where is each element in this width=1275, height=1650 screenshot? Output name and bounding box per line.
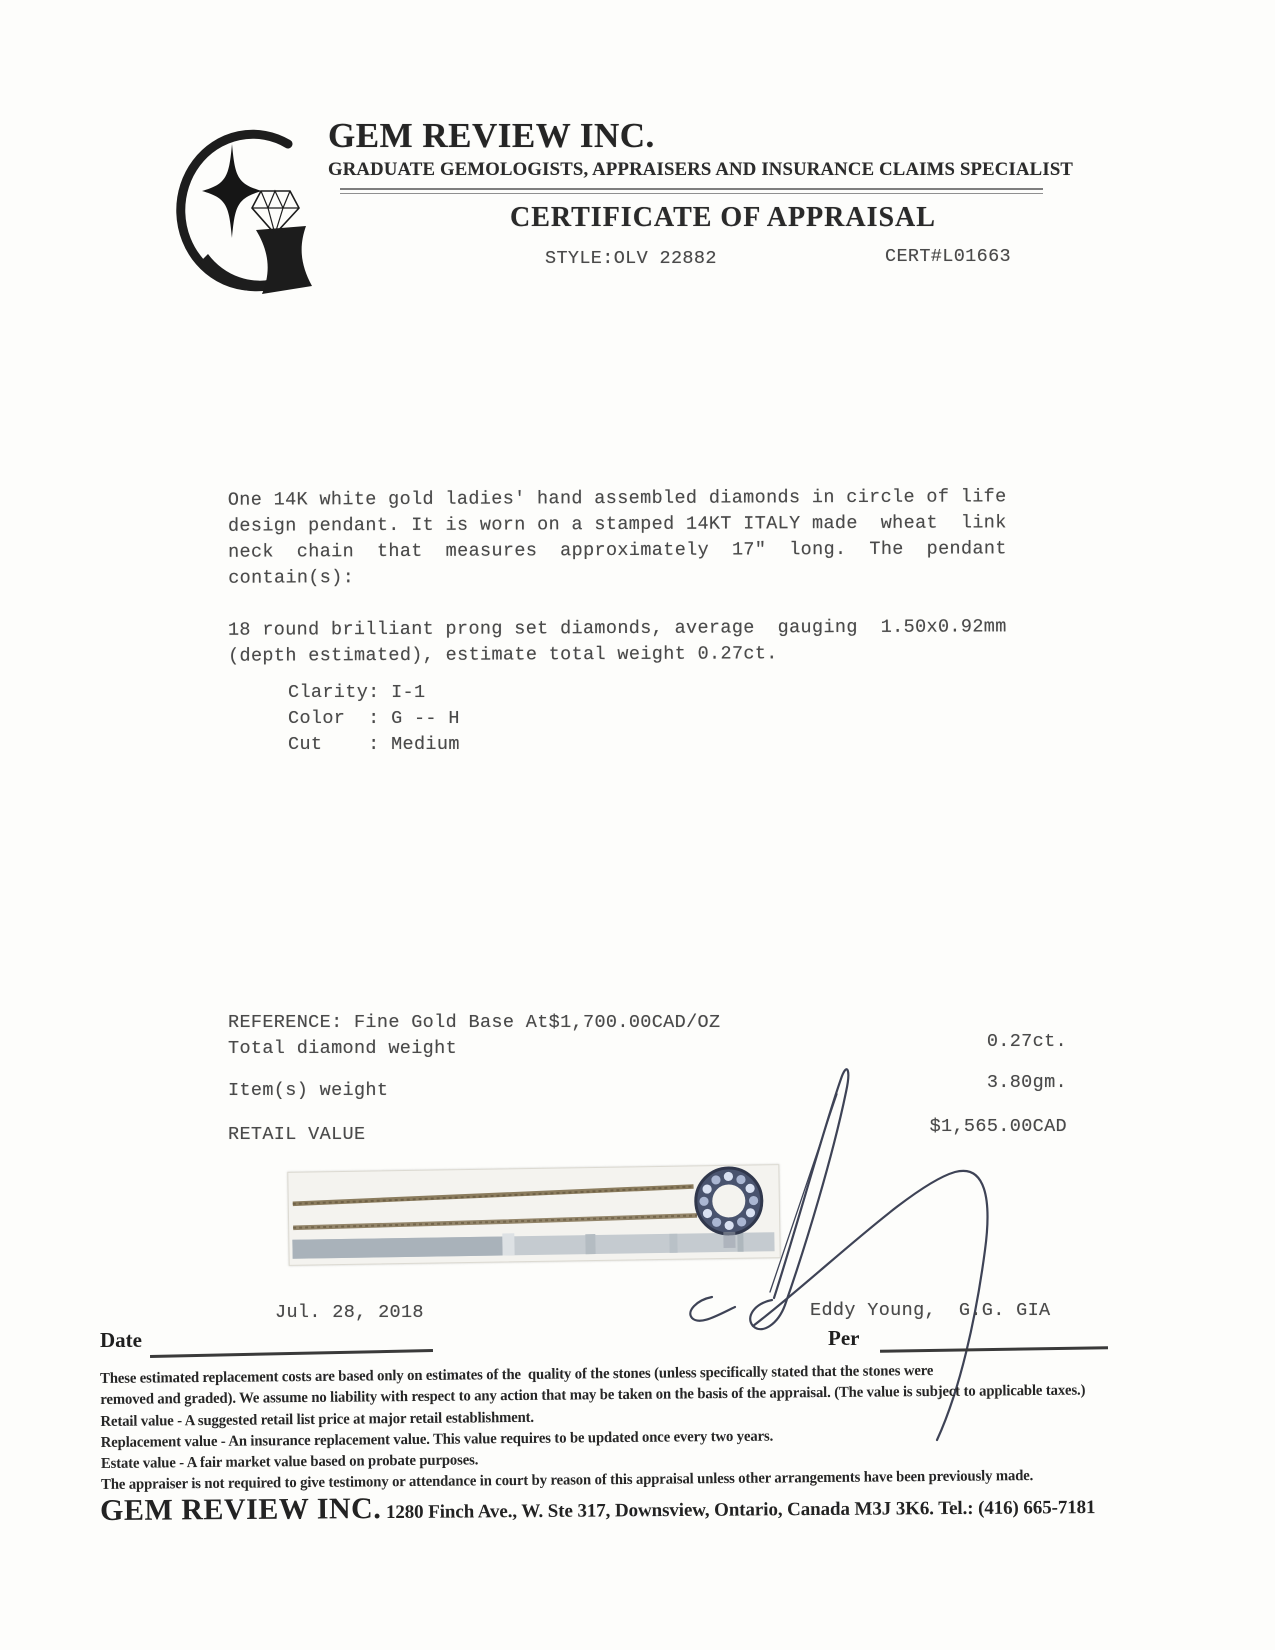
item-weight-value: 3.80gm.	[986, 1072, 1067, 1093]
stone-details-line: 18 round brilliant prong set diamonds, average gauging 1.50x0.92mm	[227, 616, 1007, 641]
footer-address	[381, 1497, 1095, 1523]
grade-cut: Cut : Medium	[288, 734, 460, 755]
item-description-line: design pendant. It is worn on a stamped 14KT ITALY made wheat link	[227, 512, 1007, 537]
grade-color: Color : G -- H	[288, 708, 460, 729]
style-number: STYLE:OLV 22882	[545, 248, 717, 269]
item-weight-label: Item(s) weight	[228, 1080, 389, 1101]
retail-value-amount: $1,565.00CAD	[929, 1116, 1067, 1137]
stone-details-line: (depth estimated), estimate total weight 0.27ct.	[228, 643, 778, 667]
footer-company-name: GEM REVIEW INC.	[100, 1492, 382, 1527]
appraiser-name: Eddy Young, G.G. GIA	[810, 1300, 1051, 1321]
footer-address-text: 1280 Finch Ave., W. Ste 317, Downsview, Ontario, Canada M3J 3K6. Tel.: (416) 665-7181	[385, 1497, 1096, 1524]
item-description-line: contain(s):	[228, 567, 355, 589]
per-label: Per	[828, 1326, 860, 1350]
retail-value-label: RETAIL VALUE	[228, 1124, 366, 1145]
date-value: Jul. 28, 2018	[275, 1302, 424, 1323]
disclaimer-line: The appraiser is not required to give testimony or attendance in court by reason of this appraisal unless other arrangements have been previously made.	[101, 1467, 1034, 1494]
disclaimer-line: Estate value - A fair market value based on probate purposes.	[100, 1451, 479, 1473]
total-diamond-weight-label: Total diamond weight	[228, 1038, 458, 1059]
item-description-line: neck chain that measures approximately 17" long. The pendant	[228, 538, 1007, 563]
company-name: GEM REVIEW INC.	[328, 116, 655, 155]
disclaimer-line: Retail value - A suggested retail list price at major retail establishment.	[100, 1408, 535, 1430]
reference-line: REFERENCE: Fine Gold Base At$1,700.00CAD/OZ	[228, 1012, 721, 1033]
company-tagline: GRADUATE GEMOLOGISTS, APPRAISERS AND INSURANCE CLAIMS SPECIALIST	[328, 160, 1074, 180]
date-label: Date	[100, 1328, 142, 1352]
grade-clarity: Clarity: I-1	[288, 682, 426, 703]
certificate-title: CERTIFICATE OF APPRAISAL	[510, 202, 936, 233]
total-diamond-weight-value: 0.27ct.	[986, 1031, 1067, 1052]
disclaimer-line: removed and graded). We assume no liability with respect to any action that may be taken on the basis of the appraisal. (The value is subject to applicable taxes.)	[100, 1381, 1086, 1409]
disclaimer-line: Replacement value - An insurance replacement value. This value requires to be updated once every two years.	[100, 1427, 774, 1451]
item-description-line: One 14K white gold ladies' hand assembled diamonds in circle of life	[227, 486, 1007, 511]
disclaimer-block	[100, 1357, 1201, 1495]
disclaimer-line: These estimated replacement costs are based only on estimates of the quality of the stones (unless specifically stated that the stones were	[100, 1362, 934, 1387]
cert-number: CERT#L01663	[885, 246, 1011, 267]
